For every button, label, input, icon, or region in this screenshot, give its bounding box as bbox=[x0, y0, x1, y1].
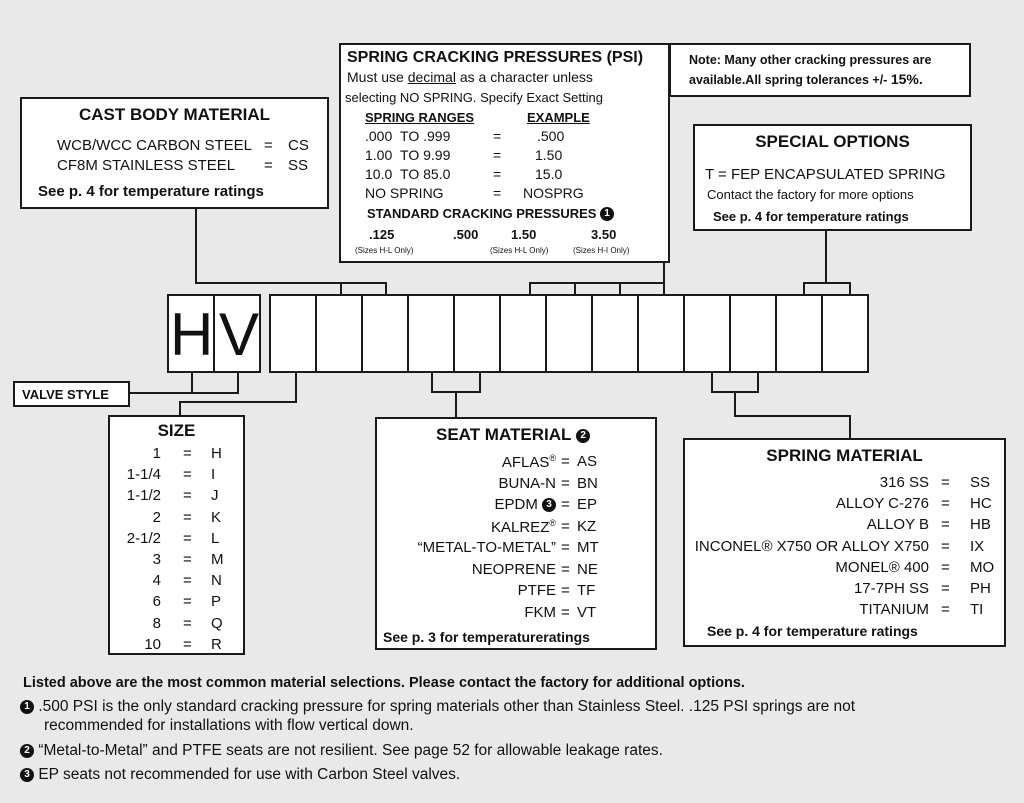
range-example: 15.0 bbox=[535, 166, 563, 182]
code-cell bbox=[361, 294, 409, 373]
spring-material-name: ALLOY C-276 bbox=[835, 495, 929, 513]
valve-style-label bbox=[13, 381, 130, 407]
code-cell bbox=[683, 294, 731, 373]
seat-code: KZ bbox=[577, 517, 597, 535]
standard-size-note: (Sizes H-L Only) bbox=[490, 246, 549, 255]
code-cell bbox=[729, 294, 777, 373]
seat-eq: = bbox=[561, 539, 570, 556]
spring-material-name: INCONEL® X750 OR ALLOY X750 bbox=[694, 537, 929, 555]
cast-body-note: See p. 4 for temperature ratings bbox=[38, 183, 264, 200]
spring-eq: = bbox=[941, 474, 950, 491]
special-option-row: T = FEP ENCAPSULATED SPRING bbox=[705, 166, 946, 183]
standard-size-note: (Sizes H-L Only) bbox=[355, 246, 414, 255]
top-note-box bbox=[669, 43, 971, 97]
size-eq: = bbox=[183, 572, 192, 590]
seat-eq: = bbox=[561, 496, 570, 513]
spring-material-name: ALLOY B bbox=[866, 516, 929, 534]
spring-cracking-instructions-2: selecting NO SPRING. Specify Exact Setting bbox=[345, 90, 603, 105]
spring-cracking-box bbox=[339, 43, 670, 263]
seat-name-text: AFLAS bbox=[501, 454, 550, 471]
size-eq: = bbox=[183, 551, 192, 568]
code-cell bbox=[453, 294, 501, 373]
range-to-word: TO bbox=[400, 147, 420, 163]
size-code: K bbox=[211, 508, 222, 526]
spring-material-title: SPRING MATERIAL bbox=[766, 446, 923, 465]
range-row bbox=[365, 185, 444, 201]
spring-eq: = bbox=[941, 495, 950, 513]
standard-value: 3.50 bbox=[591, 227, 617, 242]
col-header-ranges: SPRING RANGES bbox=[365, 110, 475, 125]
seat-name-text: BUNA-N bbox=[498, 474, 556, 492]
seat-material-name bbox=[494, 496, 556, 513]
seat-eq: = bbox=[561, 474, 570, 492]
spring-material-box bbox=[683, 438, 1006, 647]
registered-mark: ® bbox=[549, 517, 556, 528]
cast-body-code: CS bbox=[288, 137, 309, 154]
footer-note-text: .500 PSI is the only standard cracking pressure for spring materials other than Stainless Steel. .125 PSI springs are not bbox=[38, 698, 856, 715]
size-value: 6 bbox=[152, 593, 161, 611]
seat-material-note: See p. 3 for temperatureratings bbox=[383, 629, 590, 645]
range-example: 1.50 bbox=[535, 147, 563, 163]
seat-code: AS bbox=[577, 453, 598, 470]
instructions-text: Must use bbox=[347, 69, 408, 85]
code-cell bbox=[775, 294, 823, 373]
range-example: .500 bbox=[537, 128, 565, 144]
code-cell bbox=[407, 294, 455, 373]
note-1-marker-icon: 1 bbox=[600, 207, 614, 221]
range-from: NO SPRING bbox=[365, 185, 444, 201]
size-value: 3 bbox=[152, 551, 161, 568]
seat-code: TF bbox=[577, 582, 596, 599]
note-2-marker-icon: 2 bbox=[20, 744, 34, 758]
footer-note-continued: recommended for installations with flow vertical down. bbox=[44, 717, 414, 734]
range-from: 10.0 bbox=[365, 166, 393, 182]
size-code: R bbox=[211, 635, 222, 653]
size-code: Q bbox=[211, 614, 223, 632]
footer-note-text: EP seats not recommended for use with Carbon Steel valves. bbox=[38, 766, 461, 783]
spring-code: HC bbox=[970, 495, 992, 513]
instructions-text: as a character unless bbox=[455, 69, 593, 85]
size-code: L bbox=[211, 529, 220, 547]
range-from: 1.00 bbox=[365, 147, 393, 163]
top-note-line1: Note: Many other cracking pressures are bbox=[689, 53, 932, 67]
size-value: 8 bbox=[152, 614, 161, 632]
seat-material-box bbox=[375, 417, 657, 650]
range-eq: = bbox=[493, 185, 502, 201]
seat-material-name bbox=[502, 453, 556, 471]
standard-title-text: STANDARD CRACKING PRESSURES bbox=[367, 206, 597, 221]
special-options-title: SPECIAL OPTIONS bbox=[755, 132, 910, 151]
spring-code: SS bbox=[970, 474, 991, 491]
range-eq: = bbox=[493, 147, 502, 163]
code-cell bbox=[499, 294, 547, 373]
seat-material-name bbox=[498, 475, 556, 492]
seat-name-text: “METAL-TO-METAL” bbox=[417, 539, 556, 556]
spring-eq: = bbox=[941, 537, 950, 555]
spring-cracking-title: SPRING CRACKING PRESSURES (PSI) bbox=[347, 49, 644, 66]
size-box bbox=[108, 415, 245, 655]
size-eq: = bbox=[183, 529, 192, 547]
seat-name-text: FKM bbox=[524, 603, 556, 621]
cast-body-eq: = bbox=[264, 157, 273, 174]
spring-code: IX bbox=[970, 537, 985, 555]
size-value: 2-1/2 bbox=[126, 529, 161, 547]
spring-cracking-instructions bbox=[347, 69, 593, 85]
size-eq: = bbox=[183, 466, 192, 484]
registered-mark: ® bbox=[549, 453, 556, 463]
seat-code: VT bbox=[577, 603, 597, 621]
footer-note bbox=[20, 766, 460, 784]
size-eq: = bbox=[183, 487, 192, 505]
code-letter-h: H bbox=[170, 301, 214, 368]
special-options-contact: Contact the factory for more options bbox=[707, 187, 914, 202]
size-eq: = bbox=[183, 614, 192, 632]
valve-style-text: VALVE STYLE bbox=[22, 387, 109, 402]
range-to-word: TO bbox=[400, 166, 420, 182]
standard-value: .500 bbox=[453, 227, 479, 242]
seat-name-text: KALREZ bbox=[491, 518, 550, 536]
cast-body-title: CAST BODY MATERIAL bbox=[78, 105, 271, 124]
seat-title-text: SEAT MATERIAL bbox=[436, 425, 572, 444]
seat-name-text: EPDM bbox=[494, 496, 538, 513]
seat-eq: = bbox=[561, 603, 570, 621]
standard-value: .125 bbox=[369, 227, 395, 242]
size-eq: = bbox=[183, 635, 192, 653]
footer-heading: Listed above are the most common material selections. Please contact the factory for additional options. bbox=[23, 675, 745, 691]
special-options-note: See p. 4 for temperature ratings bbox=[713, 209, 909, 224]
special-options-box bbox=[693, 124, 972, 231]
range-eq: = bbox=[493, 166, 502, 182]
spring-material-name: 316 SS bbox=[879, 474, 929, 491]
code-cell bbox=[269, 294, 317, 373]
cast-body-name: WCB/WCC CARBON STEEL bbox=[57, 137, 253, 154]
seat-name-text: PTFE bbox=[517, 582, 556, 599]
footer-note bbox=[20, 742, 663, 760]
spring-code: PH bbox=[970, 580, 991, 597]
size-value: 2 bbox=[152, 508, 161, 526]
seat-material-name bbox=[518, 582, 556, 599]
cast-body-row bbox=[57, 137, 252, 154]
size-code: P bbox=[211, 593, 222, 611]
range-row bbox=[365, 128, 450, 144]
top-note-line2 bbox=[689, 71, 923, 87]
code-letter-v: V bbox=[219, 301, 260, 368]
seat-material-name bbox=[418, 539, 556, 556]
code-cell bbox=[315, 294, 363, 373]
spring-code: MO bbox=[970, 558, 995, 576]
size-title: SIZE bbox=[157, 421, 196, 440]
col-header-example: EXAMPLE bbox=[527, 110, 590, 125]
top-note-tolerance: 15%. bbox=[890, 71, 923, 87]
spring-eq: = bbox=[941, 601, 950, 619]
spring-material-note: See p. 4 for temperature ratings bbox=[707, 623, 918, 639]
size-eq: = bbox=[183, 508, 192, 526]
seat-material-name bbox=[472, 561, 556, 578]
seat-eq: = bbox=[561, 560, 570, 578]
seat-code: EP bbox=[577, 496, 598, 513]
seat-eq: = bbox=[561, 453, 570, 470]
range-row bbox=[365, 166, 450, 182]
cast-body-name: CF8M STAINLESS STEEL bbox=[57, 157, 236, 174]
standard-size-note: (Sizes H-I Only) bbox=[573, 246, 630, 255]
footer-note-text: “Metal-to-Metal” and PTFE seats are not resilient. See page 52 for allowable leakage rates. bbox=[38, 742, 663, 759]
range-to: .999 bbox=[423, 128, 451, 144]
cast-body-code: SS bbox=[288, 157, 309, 174]
spring-material-name: MONEL® 400 bbox=[835, 558, 929, 576]
size-value: 1-1/2 bbox=[126, 487, 161, 505]
code-cell bbox=[591, 294, 639, 373]
size-code: J bbox=[211, 487, 219, 505]
cast-body-eq: = bbox=[264, 137, 273, 154]
standard-cracking-title bbox=[367, 206, 614, 221]
size-code: I bbox=[211, 466, 216, 484]
size-eq: = bbox=[183, 445, 192, 462]
size-code: N bbox=[211, 572, 222, 590]
note-2-marker-icon: 2 bbox=[576, 429, 590, 443]
spring-material-name: 17-7PH SS bbox=[853, 580, 929, 597]
range-row bbox=[365, 147, 450, 163]
range-from: .000 bbox=[365, 128, 393, 144]
instructions-underlined: decimal bbox=[407, 69, 456, 85]
seat-name-text: NEOPRENE bbox=[471, 560, 556, 578]
standard-value: 1.50 bbox=[511, 227, 537, 242]
cast-body-material-box bbox=[20, 97, 329, 209]
range-to-word: TO bbox=[400, 128, 420, 144]
seat-eq: = bbox=[561, 517, 570, 535]
size-code: M bbox=[211, 551, 224, 568]
range-eq: = bbox=[493, 128, 502, 144]
size-value: 1-1/4 bbox=[126, 466, 161, 484]
seat-code: NE bbox=[577, 560, 598, 578]
size-value: 4 bbox=[152, 572, 161, 590]
code-cell bbox=[821, 294, 869, 373]
seat-code: MT bbox=[577, 539, 599, 556]
seat-material-name bbox=[491, 518, 556, 536]
seat-material-title bbox=[436, 425, 590, 445]
code-cell bbox=[637, 294, 685, 373]
spring-eq: = bbox=[941, 580, 950, 597]
spring-code: TI bbox=[970, 601, 984, 619]
range-example: NOSPRG bbox=[523, 185, 584, 201]
size-eq: = bbox=[183, 593, 192, 611]
size-code: H bbox=[211, 445, 222, 462]
note-3-marker-icon: 3 bbox=[542, 498, 556, 512]
spring-eq: = bbox=[941, 558, 950, 576]
spring-code: HB bbox=[970, 516, 991, 534]
spring-material-name: TITANIUM bbox=[859, 601, 929, 619]
size-value: 1 bbox=[152, 445, 161, 462]
code-cell bbox=[545, 294, 593, 373]
note-1-marker-icon: 1 bbox=[20, 700, 34, 714]
seat-material-name bbox=[524, 604, 556, 621]
top-note-line2-text: available.All spring tolerances +/- bbox=[689, 73, 891, 87]
seat-code: BN bbox=[577, 474, 598, 492]
range-to: 85.0 bbox=[423, 166, 451, 182]
cast-body-row bbox=[57, 157, 235, 174]
range-to: 9.99 bbox=[423, 147, 451, 163]
size-value: 10 bbox=[144, 635, 161, 653]
seat-eq: = bbox=[561, 582, 570, 599]
spring-eq: = bbox=[941, 516, 950, 534]
footer-note bbox=[20, 698, 855, 716]
note-3-marker-icon: 3 bbox=[20, 768, 34, 782]
